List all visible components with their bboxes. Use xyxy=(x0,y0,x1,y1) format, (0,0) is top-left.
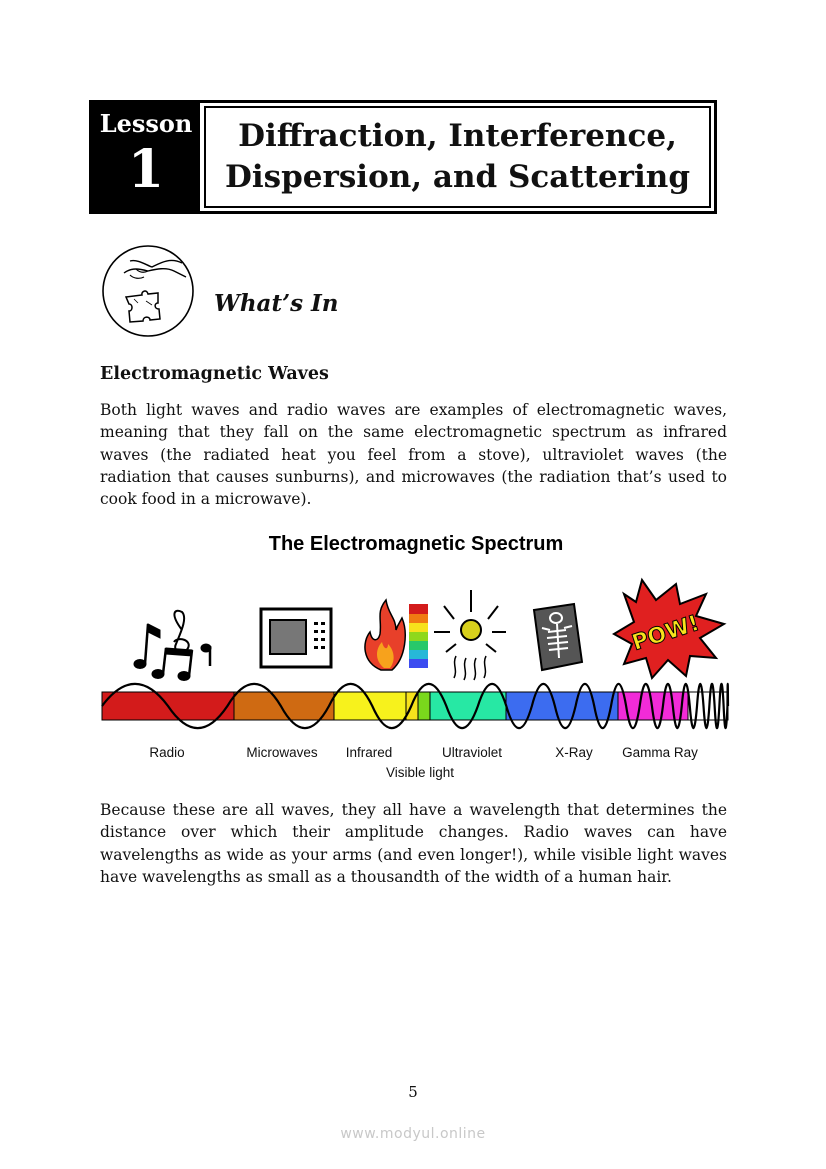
lesson-header xyxy=(89,100,717,214)
pow-burst-icon xyxy=(614,580,724,678)
paragraph-1: Both light waves and radio waves are examples of electromagnetic waves, meaning that they fall on the same electromagnetic spectrum as infrared waves (the radiated heat you feel from a stove), ultraviolet waves (the radiation that causes sunburns), and microwaves (the radiation that’s used to cook food in a microwave). xyxy=(100,401,727,509)
whats-in-heading: What’s In xyxy=(214,290,339,317)
band-visible-green xyxy=(418,692,430,720)
lesson-title-line2: Dispersion, and Scattering xyxy=(225,159,690,195)
pow-text: POW! xyxy=(629,610,703,657)
music-notes-icon xyxy=(134,611,211,681)
label-visible-light: Visible light xyxy=(385,765,455,780)
microwave-icon xyxy=(261,609,331,667)
lesson-label: Lesson xyxy=(99,109,193,138)
band-microwaves xyxy=(234,692,334,720)
lesson-number: 1 xyxy=(127,139,165,200)
section-heading: Electromagnetic Waves xyxy=(100,364,329,384)
lesson-title-box xyxy=(204,106,711,208)
label-ultraviolet: Ultraviolet xyxy=(441,745,503,760)
paragraph-2: Because these are all waves, they all have a wavelength that determines the distance over which their amplitude changes. Radio waves can have wavelengths as wide as your arms (and even longer!), while visible light waves have wavelengths as small as a thousandth of the width of a human hair. xyxy=(100,801,727,886)
label-microwaves: Microwaves xyxy=(246,745,318,760)
em-spectrum-figure xyxy=(96,524,736,786)
flame-icon xyxy=(365,600,405,670)
label-infrared: Infrared xyxy=(345,745,393,760)
figure-title: The Electromagnetic Spectrum xyxy=(268,533,564,555)
label-radio: Radio xyxy=(149,745,185,760)
band-x-ray xyxy=(506,692,618,720)
visible-light-bar-icon xyxy=(409,604,428,668)
x-ray-icon xyxy=(534,604,582,670)
watermark: www.modyul.online xyxy=(340,1126,486,1142)
label-x-ray: X-Ray xyxy=(555,745,593,760)
lesson-title-line1: Diffraction, Interference, xyxy=(238,118,677,154)
page-number: 5 xyxy=(408,1083,418,1101)
label-gamma-ray: Gamma Ray xyxy=(622,745,698,760)
puzzle-hand-icon xyxy=(100,243,196,339)
lesson-badge xyxy=(92,103,200,211)
sun-icon xyxy=(434,590,506,680)
band-infrared xyxy=(334,692,406,720)
lesson-title xyxy=(218,116,698,198)
